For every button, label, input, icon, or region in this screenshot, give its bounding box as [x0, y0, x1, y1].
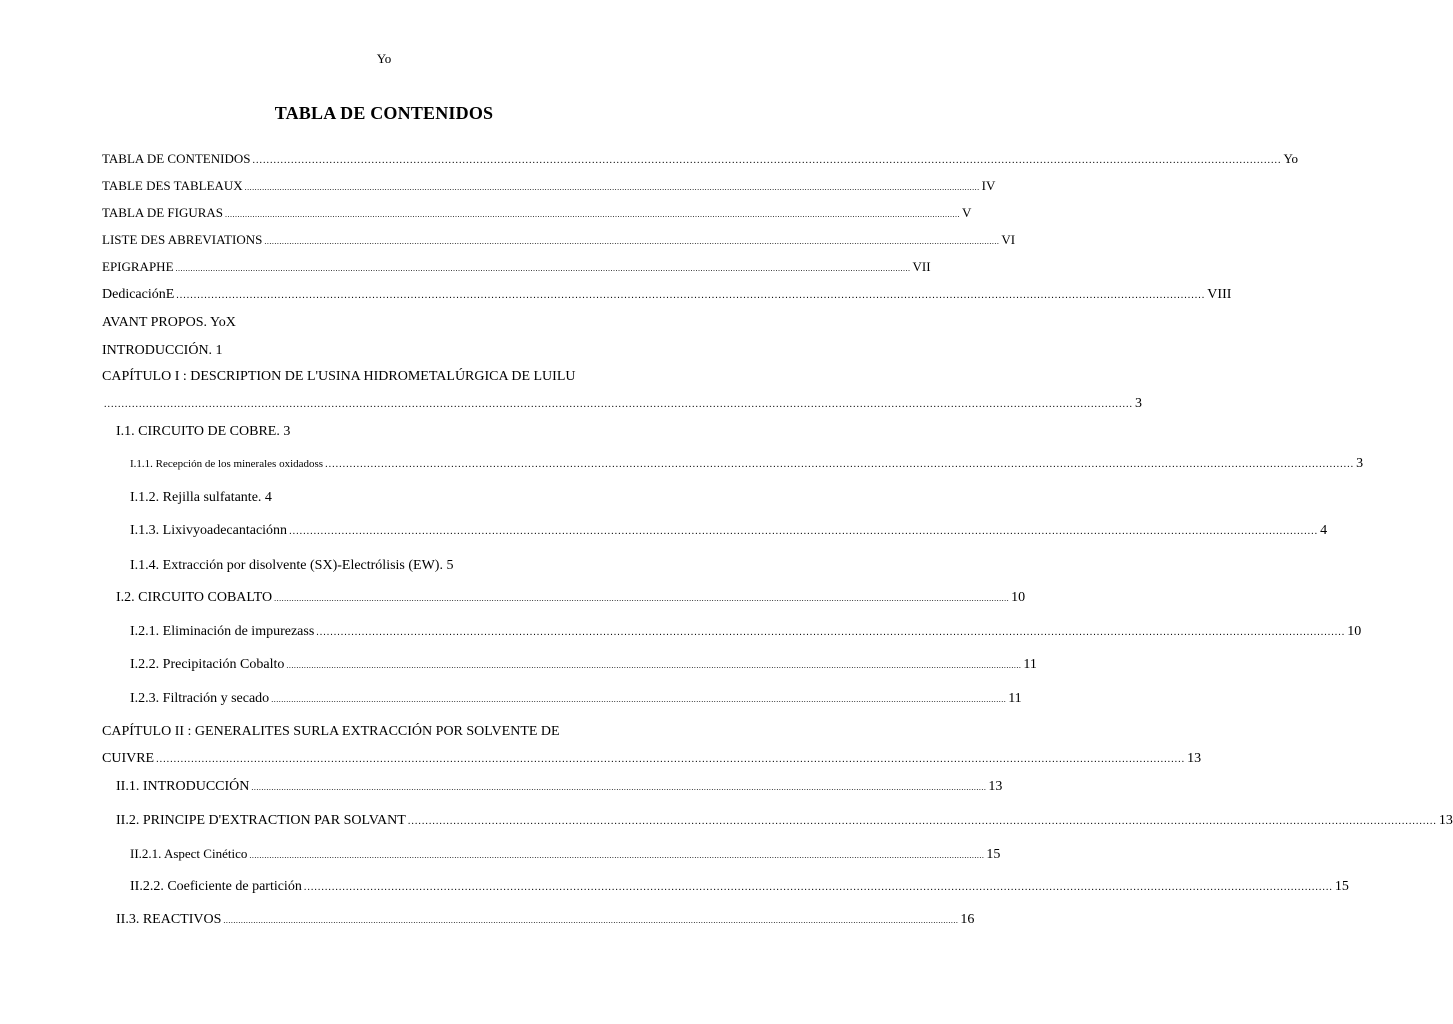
toc-entry-label: CAPÍTULO I : DESCRIPTION DE L'USINA HIDROMETALÚRGICA DE LUILU: [102, 369, 576, 384]
toc-entry[interactable]: [130, 455, 1364, 474]
toc-entry-page: 15: [1334, 879, 1349, 894]
toc-entry[interactable]: [116, 423, 290, 441]
toc-entry-page: V: [962, 205, 972, 220]
toc-entry[interactable]: [130, 845, 1001, 865]
toc-entry[interactable]: [130, 557, 453, 575]
toc-entry-page: 13: [1438, 813, 1453, 828]
dot-leader: ......................................................................................................................................................................................................................................................................................................: [303, 882, 1333, 893]
toc-entry-label: II.2.2. Coeficiente de partición: [130, 879, 302, 894]
dot-leader: ......................................................................................................................................................................................................................................................................................................: [176, 290, 1206, 301]
toc-entry-label: TABLA DE FIGURAS: [102, 205, 224, 220]
toc-entry[interactable]: [130, 623, 1362, 642]
toc-entry-page: VII: [912, 259, 931, 274]
toc-entry-page: 13: [988, 779, 1003, 794]
toc-entry[interactable]: [102, 286, 1232, 305]
toc-entry[interactable]: [102, 395, 1142, 414]
dot-leader: ......................................................................................................................................................................................................................................................................................................: [225, 210, 961, 219]
dot-leader: ......................................................................................................................................................................................................................................................................................................: [316, 627, 1346, 638]
toc-entry-label: EPIGRAPHE: [102, 259, 174, 274]
dot-leader: ......................................................................................................................................................................................................................................................................................................: [325, 459, 1355, 470]
toc-entry-label: I.1.2. Rejilla sulfatante. 4: [130, 490, 272, 505]
toc-entry-label: I.2.3. Filtración y secado: [130, 691, 270, 706]
dot-leader: ......................................................................................................................................................................................................................................................................................................: [252, 155, 1282, 166]
toc-entry-label: AVANT PROPOS. YoX: [102, 315, 236, 330]
toc-entry[interactable]: [116, 812, 1453, 831]
toc-entry[interactable]: [102, 750, 1202, 769]
dot-leader: ......................................................................................................................................................................................................................................................................................................: [251, 783, 987, 792]
toc-entry[interactable]: [116, 778, 1003, 797]
page-number: Yo: [376, 51, 392, 66]
toc-entry-page: IV: [981, 178, 996, 193]
toc-entry-label: CAPÍTULO II : GENERALITES SURLA EXTRACCIÓN POR SOLVENTE DE: [102, 724, 560, 739]
toc-entry[interactable]: [102, 204, 972, 224]
dot-leader: ......................................................................................................................................................................................................................................................................................................: [104, 399, 1133, 410]
dot-leader: ......................................................................................................................................................................................................................................................................................................: [175, 264, 911, 273]
toc-entry-page: 11: [1023, 657, 1037, 672]
toc-entry-page: VI: [1001, 232, 1016, 247]
toc-entry-label: I.1.3. Lixivyoadecantaciónn: [130, 523, 288, 538]
toc-entry-label: CUIVRE: [102, 751, 155, 766]
toc-entry[interactable]: [102, 342, 223, 360]
dot-leader: ......................................................................................................................................................................................................................................................................................................: [274, 594, 1010, 603]
toc-entry[interactable]: [116, 589, 1026, 608]
toc-entry-page: Yo: [1283, 151, 1299, 166]
toc-entry[interactable]: [102, 258, 931, 278]
toc-entry-label: I.2.1. Eliminación de impurezass: [130, 624, 315, 639]
dot-leader: ......................................................................................................................................................................................................................................................................................................: [156, 754, 1186, 765]
toc-entry-page: 4: [1320, 523, 1328, 538]
toc-entry-page: 10: [1011, 590, 1026, 605]
toc-entry-label: DedicaciónE: [102, 287, 175, 302]
toc-entry[interactable]: [102, 150, 1299, 170]
toc-entry[interactable]: [116, 911, 975, 930]
toc-entry[interactable]: [130, 489, 272, 507]
dot-leader: ......................................................................................................................................................................................................................................................................................................: [286, 661, 1022, 670]
toc-entry-page: 11: [1008, 691, 1022, 706]
toc-entry-page: 10: [1347, 624, 1362, 639]
toc-entry[interactable]: [130, 522, 1328, 541]
dot-leader: ......................................................................................................................................................................................................................................................................................................: [244, 183, 980, 192]
toc-entry-page: 3: [1135, 396, 1142, 411]
toc-entry-label: INTRODUCCIÓN. 1: [102, 343, 223, 358]
dot-leader: ......................................................................................................................................................................................................................................................................................................: [223, 916, 959, 925]
dot-leader: ......................................................................................................................................................................................................................................................................................................: [407, 816, 1437, 827]
toc-entry[interactable]: [102, 723, 560, 741]
toc-entry-page: 13: [1187, 751, 1202, 766]
dot-leader: ......................................................................................................................................................................................................................................................................................................: [264, 237, 1000, 246]
toc-entry-label: I.1. CIRCUITO DE COBRE. 3: [116, 424, 291, 439]
toc-entry-label: I.1.4. Extracción por disolvente (SX)-Electrólisis (EW). 5: [130, 558, 454, 573]
toc-entry[interactable]: [102, 314, 236, 332]
dot-leader: ......................................................................................................................................................................................................................................................................................................: [271, 695, 1007, 704]
toc-entry-page: 15: [986, 847, 1001, 862]
dot-leader: ......................................................................................................................................................................................................................................................................................................: [249, 851, 985, 860]
toc-entry[interactable]: [102, 177, 996, 197]
toc-entry-label: I.2.2. Precipitación Cobalto: [130, 657, 285, 672]
toc-entry[interactable]: [130, 690, 1022, 709]
toc-entry-label: I.1.1. Recepción de los minerales oxidadoss: [130, 458, 324, 470]
toc-entry-page: VIII: [1207, 287, 1232, 302]
toc-entry-label: LISTE DES ABREVIATIONS: [102, 232, 263, 247]
toc-entry[interactable]: [102, 231, 1016, 251]
toc-entry-label: II.3. REACTIVOS: [116, 912, 222, 927]
toc-entry-label: TABLE DES TABLEAUX: [102, 178, 243, 193]
toc-entry-label: II.1. INTRODUCCIÓN: [116, 779, 250, 794]
dot-leader: ......................................................................................................................................................................................................................................................................................................: [289, 526, 1319, 537]
page-title: TABLA DE CONTENIDOS: [274, 103, 494, 123]
toc-entry-label: II.2. PRINCIPE D'EXTRACTION PAR SOLVANT: [116, 813, 406, 828]
toc-entry[interactable]: [130, 656, 1037, 675]
toc-entry-page: 3: [1356, 456, 1364, 471]
toc-entry-label: TABLA DE CONTENIDOS: [102, 151, 251, 166]
toc-entry[interactable]: [130, 878, 1349, 897]
toc-entry-label: I.2. CIRCUITO COBALTO: [116, 590, 273, 605]
toc-entry-page: 16: [960, 912, 975, 927]
toc-entry[interactable]: [102, 368, 576, 386]
toc-entry-label: II.2.1. Aspect Cinético: [130, 846, 248, 861]
